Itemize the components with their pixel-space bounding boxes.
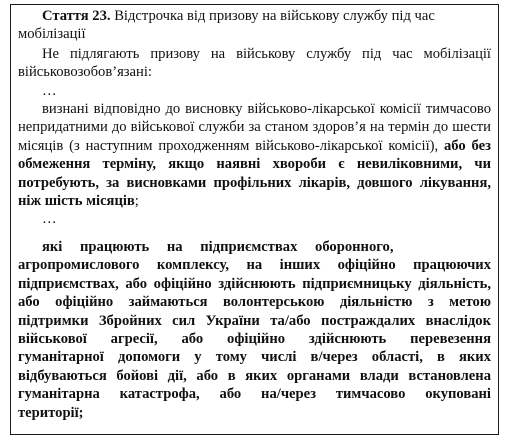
article-frame	[10, 4, 499, 435]
article-number: Стаття 23.	[42, 8, 111, 24]
clause-health-paragraph	[18, 100, 491, 210]
omission-mark: …	[42, 82, 57, 99]
clause-health-text: визнані відповідно до висновку військово-лікарської комісії тимчасово непридатними до військової служби за станом здоров’я на термін до шести місяців (з наступним проходженням військово-лікарської комісії),	[18, 101, 491, 154]
omission-mark-2: …	[42, 211, 57, 228]
intro-paragraph: Не підлягають призову на військову службу під час мобілізації військовозобов’язані:	[18, 45, 491, 81]
clause-enterprise-paragraph: агропромислового комплексу, на інших офіційно працюючих підприємствах, або офіційно здійснюють підприємницьку діяльність, або офіційно займаються волонтерською діяльністю з метою підтримки Збройних сил України та/або постраждалих внаслідок військової агресії, або офіційно здійснюють перевезення гуманітарної допомоги у тому числі в/через області, в яких відбуваються бойові дії, або в яких органами влади встановлена гуманітарна катастрофа, або на/через тимчасово окуповані території;	[18, 257, 491, 421]
article-title: Відстрочка від призову на військову службу під час мобілізації	[18, 8, 435, 43]
article-heading	[18, 7, 491, 44]
clause-health-amendment: або без обмеження терміну, якщо наявні хвороби є невиліковними, чи потребують, за висновками профільних лікарів, довшого лікування, ніж шість місяців	[18, 137, 492, 210]
clause-health-end: ;	[134, 193, 139, 210]
spacer	[18, 229, 491, 238]
clause-enterprise-first-line: які працюють на підприємствах оборонного,	[42, 238, 394, 255]
